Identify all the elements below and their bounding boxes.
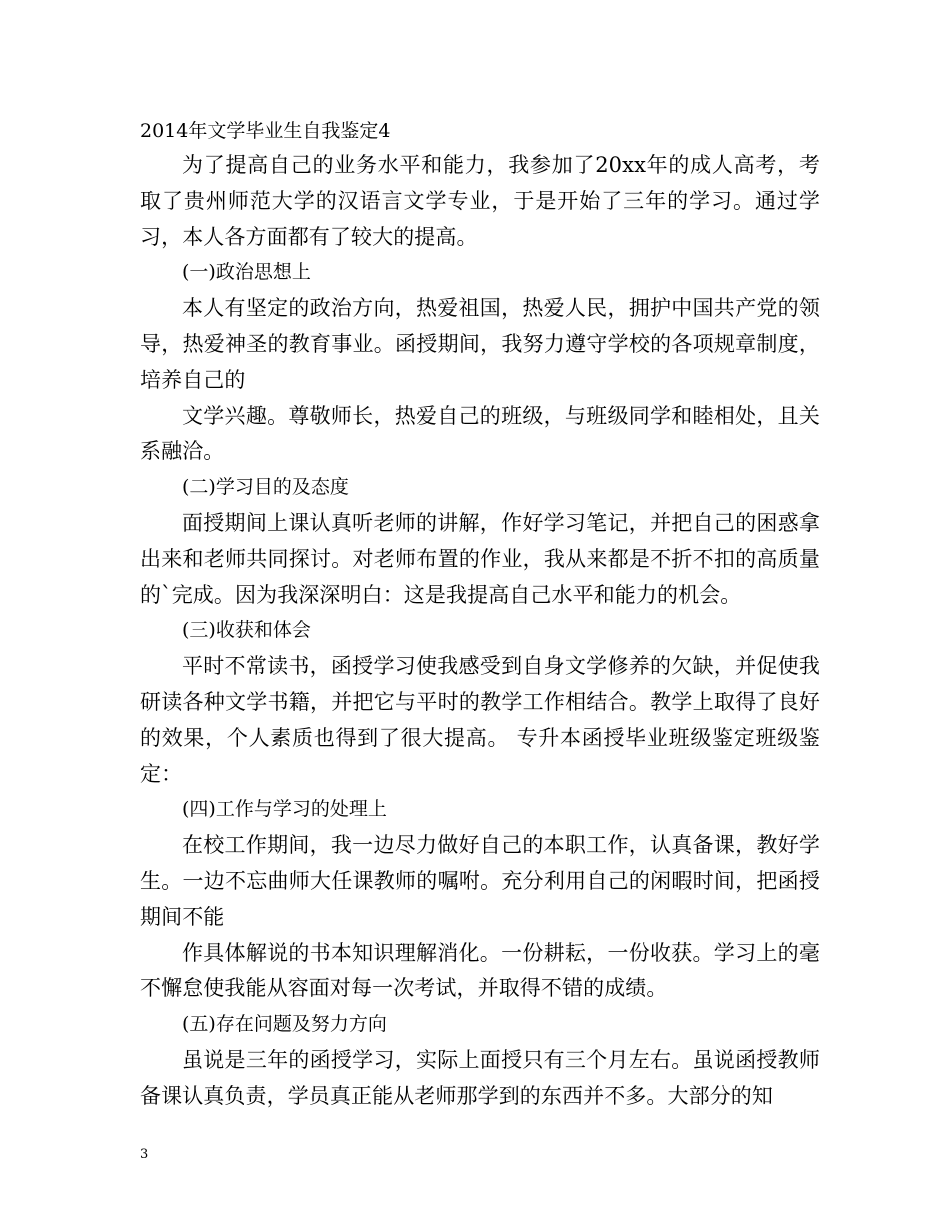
- section-heading-study-attitude: (二)学习目的及态度: [182, 476, 349, 499]
- paragraph-gains: 平时不常读书，函授学习使我感受到自身文学修养的欠缺，并促使我研读各种文学书籍，并把它与平时的教学工作相结合。教学上取得了良好的效果，个人素质也得到了很大提高。 专升本函授毕业班级鉴定班级鉴定：: [140, 654, 820, 786]
- paragraph-problems: 虽说是三年的函授学习，实际上面授只有三个月左右。虽说函授教师备课认真负责，学员真正能从老师那学到的东西并不多。大部分的知: [140, 1047, 820, 1108]
- paragraph-work-study-2: 作具体解说的书本知识理解消化。一份耕耘，一份收获。学习上的毫不懈怠使我能从容面对每一次考试，并取得不错的成绩。: [140, 940, 820, 1001]
- section-heading-gains: (三)收获和体会: [182, 619, 311, 642]
- paragraph-study-attitude: 面授期间上课认真听老师的讲解，作好学习笔记，并把自己的困惑拿出来和老师共同探讨。对老师布置的作业，我从来都是不折不扣的高质量的`完成。因为我深深明白：这是我提高自己水平和能力的机会。: [140, 510, 820, 607]
- page-number: 3: [140, 1147, 149, 1162]
- paragraph-work-study-1: 在校工作期间，我一边尽力做好自己的本职工作，认真备课，教好学生。一边不忘曲师大任课教师的嘱咐。充分利用自己的闲暇时间，把函授期间不能: [140, 833, 820, 929]
- section-heading-politics: (一)政治思想上: [182, 261, 311, 284]
- document-title: 2014年文学毕业生自我鉴定4: [140, 120, 391, 142]
- document-body: [140, 114, 820, 1115]
- paragraph-politics-2: 文学兴趣。尊敬师长，热爱自己的班级，与班级同学和睦相处，且关系融洽。: [140, 403, 820, 464]
- section-heading-work-study: (四)工作与学习的处理上: [182, 798, 387, 821]
- paragraph-politics-1: 本人有坚定的政治方向，热爱祖国，热爱人民，拥护中国共产党的领导，热爱神圣的教育事业。函授期间，我努力遵守学校的各项规章制度，培养自己的: [140, 296, 820, 392]
- section-heading-problems: (五)存在问题及努力方向: [182, 1013, 387, 1036]
- paragraph-intro: 为了提高自己的业务水平和能力，我参加了20xx年的成人高考，考取了贵州师范大学的汉语言文学专业，于是开始了三年的学习。通过学习，本人各方面都有了较大的提高。: [140, 153, 820, 249]
